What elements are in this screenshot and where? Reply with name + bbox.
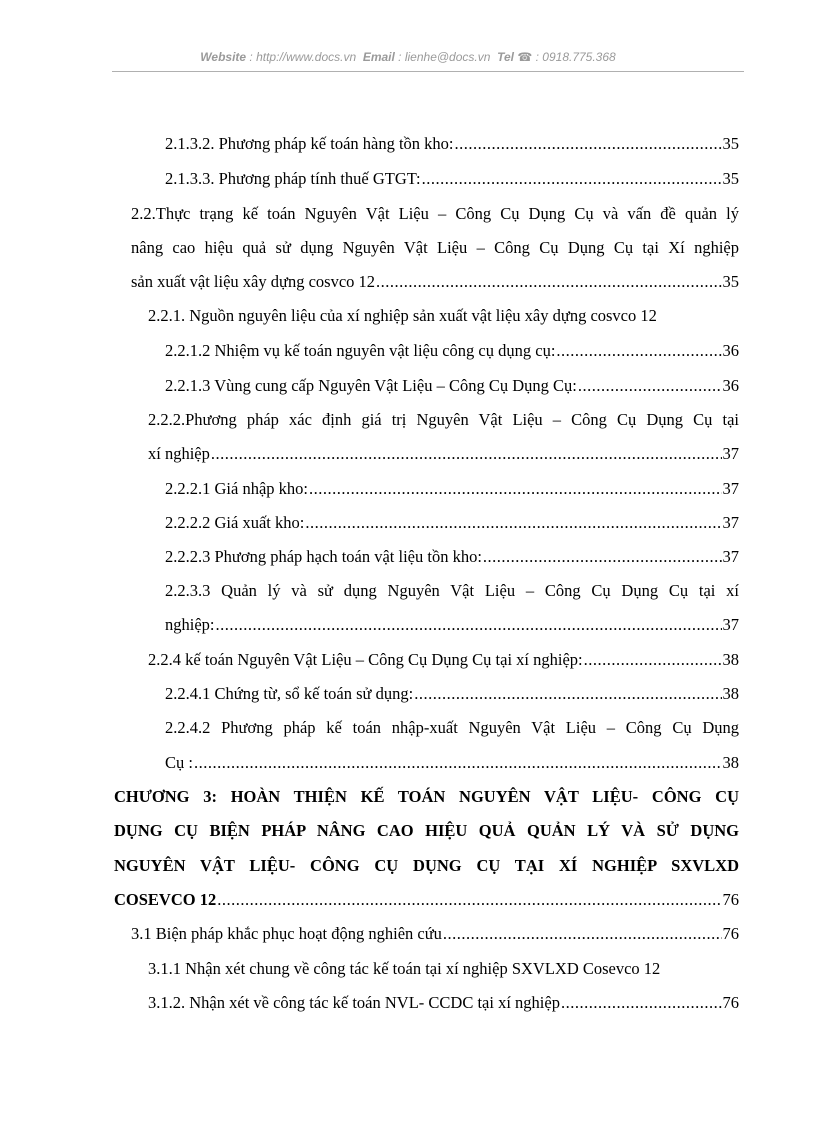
toc-entry[interactable]: xí nghiệp ..... 37 (148, 444, 739, 464)
toc-entry[interactable]: 3.1 Biện pháp khắc phục hoạt động nghiên cứu ..... 76 (131, 924, 739, 944)
email-value[interactable]: : lienhe@docs.vn (398, 50, 491, 64)
toc-entry[interactable]: 2.2.1. Nguồn nguyên liệu của xí nghiệp sản xuất vật liệu xây dựng cosvco 12 (148, 306, 657, 325)
toc-entry-line[interactable]: 2.2.2.Phương pháp xác định giá trị Nguyên Vật Liệu – Công Cụ Dụng Cụ tại (148, 410, 739, 429)
toc-entry[interactable]: nghiệp: ..... 37 (165, 615, 739, 635)
toc-entry[interactable]: 3.1.2. Nhận xét về công tác kế toán NVL- CCDC tại xí nghiệp ..... 76 (148, 993, 739, 1013)
toc-entry-line[interactable]: 2.2.3.3 Quản lý và sử dụng Nguyên Vật Liệu – Công Cụ Dụng Cụ tại xí (165, 581, 739, 600)
toc-entry[interactable]: 2.2.2.2 Giá xuất kho: ..... 37 (165, 513, 739, 533)
toc-entry[interactable]: Cụ : ..... 38 (165, 753, 739, 773)
toc-entry[interactable]: 3.1.1 Nhận xét chung về công tác kế toán tại xí nghiệp SXVLXD Cosevco 12 (148, 959, 661, 978)
tel-value: : 0918.775.368 (535, 50, 616, 64)
website-label: Website (200, 50, 247, 64)
toc-entry[interactable]: 2.1.3.3. Phương pháp tính thuế GTGT: ..... 35 (165, 169, 739, 189)
toc-entry-line[interactable]: 2.2.Thực trạng kế toán Nguyên Vật Liệu – Công Cụ Dụng Cụ và vấn đề quản lý (131, 204, 739, 223)
tel-label: Tel (497, 50, 514, 64)
chapter-heading-entry[interactable]: COSEVCO 12 ..... 76 (114, 890, 739, 910)
toc-entry[interactable]: 2.2.4.1 Chứng từ, sổ kế toán sử dụng: ..... 38 (165, 684, 739, 704)
toc-entry[interactable]: 2.2.1.2 Nhiệm vụ kế toán nguyên vật liệu công cụ dụng cụ: ..... 36 (165, 341, 739, 361)
toc-entry[interactable]: 2.1.3.2. Phương pháp kế toán hàng tồn kho: ..... 35 (165, 134, 739, 154)
website-value[interactable]: : http://www.docs.vn (249, 50, 357, 64)
toc-entry[interactable]: 2.2.2.1 Giá nhập kho: ..... 37 (165, 479, 739, 499)
toc-entry-line[interactable]: nâng cao hiệu quả sử dụng Nguyên Vật Liệu – Công Cụ Dụng Cụ tại Xí nghiệp (131, 238, 739, 257)
phone-icon: ☎ (517, 50, 533, 64)
chapter-heading-line[interactable]: CHƯƠNG 3: HOÀN THIỆN KẾ TOÁN NGUYÊN VẬT LIỆU- CÔNG CỤ (114, 787, 739, 806)
toc-entry[interactable]: sản xuất vật liệu xây dựng cosvco 12 ..... 35 (131, 272, 739, 292)
chapter-heading-line[interactable]: NGUYÊN VẬT LIỆU- CÔNG CỤ DỤNG CỤ TẠI XÍ NGHIỆP SXVLXD (114, 856, 739, 875)
email-label: Email (362, 50, 395, 64)
toc-entry-line[interactable]: 2.2.4.2 Phương pháp kế toán nhập-xuất Nguyên Vật Liệu – Công Cụ Dụng (165, 718, 739, 737)
chapter-heading-line[interactable]: DỤNG CỤ BIỆN PHÁP NÂNG CAO HIỆU QUẢ QUẢN LÝ VÀ SỬ DỤNG (114, 821, 739, 840)
toc-entry[interactable]: 2.2.2.3 Phương pháp hạch toán vật liệu tồn kho: ..... 37 (165, 547, 739, 567)
toc-entry[interactable]: 2.2.1.3 Vùng cung cấp Nguyên Vật Liệu – Công Cụ Dụng Cụ: ..... 36 (165, 376, 739, 396)
toc-entry[interactable]: 2.2.4 kế toán Nguyên Vật Liệu – Công Cụ Dụng Cụ tại xí nghiệp: ..... 38 (148, 650, 739, 670)
